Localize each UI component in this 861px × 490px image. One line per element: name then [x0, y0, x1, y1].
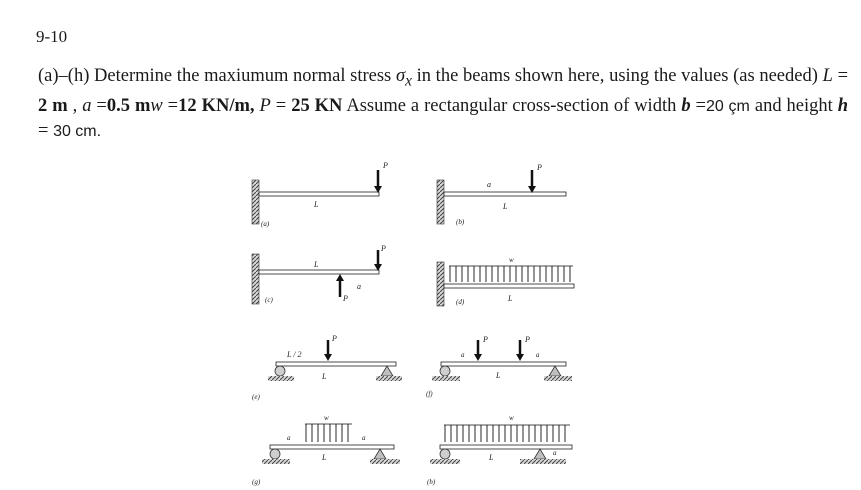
figure-g	[252, 414, 400, 486]
sigma-subscript: x	[405, 72, 412, 90]
figure-a	[252, 161, 388, 228]
figure-id: (g)	[252, 478, 261, 486]
fixed-wall	[437, 180, 444, 224]
roller-support	[440, 366, 450, 376]
label-L: L	[503, 202, 508, 211]
ground	[430, 459, 460, 464]
w-variable: w	[150, 95, 163, 116]
label-P-bottom: P	[343, 294, 348, 303]
figure-id: (d)	[456, 298, 465, 306]
label-a: a	[487, 180, 491, 189]
a-equals: =	[91, 95, 107, 116]
label-P-right: P	[525, 335, 530, 344]
label-L: L	[508, 294, 513, 303]
label-P: P	[537, 163, 542, 172]
sigma-symbol: σ	[395, 66, 406, 86]
label-P: P	[332, 334, 337, 343]
label-a: a	[357, 282, 361, 291]
figure-b	[437, 163, 566, 226]
L-variable: L	[822, 66, 833, 86]
label-L: L	[314, 260, 319, 269]
label-L: L	[314, 200, 319, 209]
figure-id: (f)	[426, 390, 433, 398]
a-value: 0.5 m	[106, 95, 151, 116]
figure-id: (e)	[252, 393, 260, 401]
beam	[276, 362, 396, 366]
figure-id: (h)	[427, 478, 436, 486]
distributed-load	[445, 425, 565, 442]
pin-support	[374, 449, 386, 459]
arrow-head	[516, 354, 524, 361]
pin-support	[549, 366, 561, 376]
beam	[259, 192, 379, 196]
figure-h	[427, 414, 572, 486]
L-equals: =	[832, 66, 848, 86]
label-a-right: a	[536, 351, 540, 359]
h-variable: h	[837, 95, 849, 116]
distributed-load	[306, 424, 348, 442]
problem-number: 9-10	[36, 27, 68, 46]
roller-support	[275, 366, 285, 376]
arrow-head	[474, 354, 482, 361]
label-a-left: a	[287, 434, 291, 442]
pin-support	[534, 449, 546, 459]
beam	[270, 445, 394, 449]
label-a-left: a	[461, 351, 465, 359]
beam	[444, 284, 574, 288]
label-w: w	[324, 414, 329, 422]
ground	[520, 459, 566, 464]
ground	[376, 376, 402, 381]
P-value: 25 KN	[291, 95, 343, 116]
label-P-top: P	[381, 244, 386, 253]
figure-id: (b)	[456, 218, 465, 226]
b-equals: =	[690, 95, 706, 116]
beam	[441, 362, 566, 366]
label-L: L	[322, 453, 327, 462]
arrow-head	[324, 354, 332, 361]
figure-f	[426, 335, 572, 398]
label-L: L	[489, 453, 494, 462]
label-w: w	[509, 414, 514, 422]
figure-c	[252, 244, 386, 304]
label-w: w	[509, 256, 514, 264]
w-equals: =	[162, 95, 179, 116]
L-value: 2 m	[38, 95, 68, 116]
statement-text-2: in the beams shown here, using the values (as needed)	[411, 66, 823, 86]
label-a-right: a	[362, 434, 366, 442]
figure-id: (a)	[261, 220, 270, 228]
beam	[444, 192, 566, 196]
h-equals: =	[38, 120, 54, 141]
ground	[262, 459, 290, 464]
label-L: L	[322, 372, 327, 381]
b-value: 20 çm	[705, 97, 750, 115]
ground	[432, 376, 460, 381]
figure-id: (c)	[265, 296, 273, 304]
label-P: P	[383, 161, 388, 170]
P-equals: =	[270, 95, 292, 116]
label-half-L: L / 2	[287, 350, 302, 359]
a-variable: a	[82, 95, 92, 116]
statement-text-1: Determine the maxiumum normal stress	[89, 66, 396, 86]
statement-text-4: and height	[749, 95, 838, 116]
label-L: L	[496, 371, 501, 380]
label-P-left: P	[483, 335, 488, 344]
roller-support	[270, 449, 280, 459]
h-value: 30 cm.	[53, 122, 102, 140]
distributed-load	[450, 266, 570, 282]
P-variable: P	[259, 95, 271, 116]
pin-support	[381, 366, 393, 376]
fixed-wall	[252, 180, 259, 224]
a-separator: ,	[67, 95, 83, 116]
label-a: a	[553, 449, 557, 457]
arrow-head	[336, 274, 344, 281]
w-value: 12 KN/m,	[178, 95, 255, 116]
b-variable: b	[681, 95, 691, 116]
ground	[544, 376, 572, 381]
fixed-wall	[437, 262, 444, 306]
figure-d	[437, 256, 574, 306]
ground	[370, 459, 400, 464]
ground	[268, 376, 294, 381]
part-range: (a)–(h)	[38, 66, 90, 86]
statement-text-3: Assume a rectangular cross-section of width	[342, 95, 682, 116]
beam	[259, 270, 379, 274]
roller-support	[440, 449, 450, 459]
figure-e	[252, 334, 402, 401]
fixed-wall	[252, 254, 259, 304]
